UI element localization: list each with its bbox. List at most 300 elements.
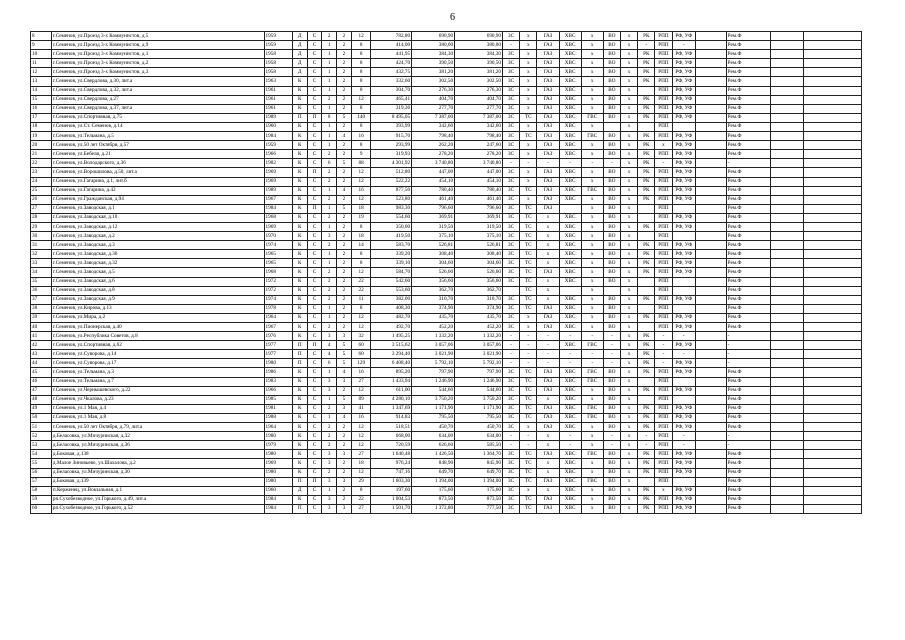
table-cell: г.Семенов, ул.Бебеля, д.21 [51, 150, 264, 159]
table-cell: РФ, УФ [672, 341, 695, 350]
table-cell [770, 268, 803, 277]
table-cell [770, 386, 803, 395]
table-cell: 308,40 [412, 250, 455, 259]
table-cell: 2 [337, 77, 352, 86]
table-cell: 1 171,90 [412, 404, 455, 413]
table-cell: Рем.Ф [726, 177, 770, 186]
table-cell: 554,60 [371, 213, 412, 222]
table-cell: 518,51 [371, 423, 412, 432]
table-cell: С [307, 222, 322, 231]
table-cell: 845,90 [455, 459, 503, 468]
table-cell [695, 204, 726, 213]
table-cell: 1967 [264, 323, 292, 332]
table-cell: г.Семенов, ул.Заводская, д.9 [51, 295, 264, 304]
table-cell: 2 [322, 404, 337, 413]
table-cell: 2 [337, 441, 352, 450]
table-cell: х [537, 213, 559, 222]
table-cell: - [559, 432, 581, 441]
table-cell: 3 [337, 377, 352, 386]
table-cell [672, 395, 695, 404]
table-cell: 2 [337, 32, 352, 41]
table-cell: х [520, 323, 537, 332]
table-cell [804, 213, 862, 222]
table-cell: РФ, УФ [672, 368, 695, 377]
table-cell [638, 204, 655, 213]
table-cell [770, 495, 803, 504]
table-cell: ВО [603, 468, 620, 477]
table-cell: 14 [351, 241, 371, 250]
table-cell: - [603, 441, 620, 450]
table-cell: 895,20 [371, 368, 412, 377]
table-cell: РК [638, 241, 655, 250]
table-cell: С [307, 350, 322, 359]
table-cell: 2 [337, 59, 352, 68]
table-cell: С [307, 413, 322, 422]
table-cell: 2 [337, 277, 352, 286]
table-cell: ГАЗ [537, 368, 559, 377]
table-cell: х [520, 423, 537, 432]
table-cell: ГВС [581, 404, 603, 413]
table-cell: ХВС [559, 413, 581, 422]
table-cell: х [537, 250, 559, 259]
table-cell: ЗС [502, 32, 519, 41]
table-cell: х [620, 77, 637, 86]
table-cell: ХВС [559, 486, 581, 495]
table-cell: 1 [322, 104, 337, 113]
table-cell: 634,00 [412, 432, 455, 441]
table-cell: ХВС [559, 50, 581, 59]
table-cell: 22 [351, 495, 371, 504]
table-cell: 2 [322, 468, 337, 477]
table-cell: х [620, 368, 637, 377]
table-cell: ГАЗ [537, 404, 559, 413]
table-cell: х [620, 395, 637, 404]
table-cell [638, 323, 655, 332]
table-cell: 1 [322, 86, 337, 95]
table-cell: РФ, УФ [672, 141, 695, 150]
table-row [31, 459, 862, 468]
table-cell [695, 259, 726, 268]
table-cell: ЗС [502, 141, 519, 150]
table-cell: ВО [603, 250, 620, 259]
table-cell: х [620, 232, 637, 241]
table-cell: ВО [603, 222, 620, 231]
table-cell: РПП [655, 150, 672, 159]
table-cell: С [307, 486, 322, 495]
table-cell: 2 [337, 268, 352, 277]
table-cell: 877,50 [371, 186, 412, 195]
table-cell: х [520, 195, 537, 204]
table-cell: РФ, УФ [672, 241, 695, 250]
table-cell: ВО [603, 304, 620, 313]
table-cell: г.Семенов, ул.50 лет Октября, д.57 [51, 141, 264, 150]
table-cell: К [292, 432, 307, 441]
table-cell: 339,10 [371, 259, 412, 268]
table-cell: К [292, 77, 307, 86]
table-cell: х [655, 486, 672, 495]
table-row [31, 432, 862, 441]
table-cell [770, 222, 803, 231]
table-cell: 2 [322, 150, 337, 159]
table-cell: ВО [603, 459, 620, 468]
table-cell: 381,20 [455, 68, 503, 77]
table-cell: 2 [337, 168, 352, 177]
table-cell: 1984 [264, 495, 292, 504]
table-cell: д.Боковая, д.139 [51, 477, 264, 486]
table-cell: 454,10 [412, 177, 455, 186]
table-cell [695, 104, 726, 113]
table-cell: 332,60 [371, 77, 412, 86]
table-cell [638, 304, 655, 313]
table-cell: 1958 [264, 68, 292, 77]
table-cell: 3 740,80 [412, 159, 455, 168]
table-cell: Рем.Ф [726, 386, 770, 395]
table-cell: К [292, 468, 307, 477]
table-cell [695, 295, 726, 304]
table-cell: - [559, 350, 581, 359]
table-row [31, 250, 862, 259]
table-cell: ХВС [559, 32, 581, 41]
table-cell [672, 122, 695, 131]
table-cell: 797,90 [412, 368, 455, 377]
table-cell: ВО [603, 95, 620, 104]
table-cell: С [307, 177, 322, 186]
table-cell: С [307, 41, 322, 50]
table-cell [770, 241, 803, 250]
table-cell: 5 792,10 [412, 359, 455, 368]
table-cell: 2 [337, 122, 352, 131]
table-cell: г.Семенов, ул.Володарского, д.36 [51, 159, 264, 168]
table-cell: 1 [322, 77, 337, 86]
table-cell: ГАЗ [537, 113, 559, 122]
table-cell: 4 280,10 [371, 395, 412, 404]
table-cell: ВО [603, 504, 620, 513]
table-row [31, 286, 862, 295]
table-row [31, 141, 862, 150]
table-cell: - [520, 350, 537, 359]
table-cell: РК [638, 159, 655, 168]
table-cell: 523,80 [371, 195, 412, 204]
table-cell: х [620, 486, 637, 495]
table-cell: 12 [351, 441, 371, 450]
table-cell: г.Семенов, ул.Заводская, д.10 [51, 213, 264, 222]
table-cell: 1 [322, 141, 337, 150]
table-cell: г.Семенов, ул.Гагарина, д.1, лит.б [51, 177, 264, 186]
table-cell: 19 [351, 213, 371, 222]
table-cell: 33 [31, 259, 52, 268]
table-cell: 1 [322, 313, 337, 322]
table-cell: 37 [31, 295, 52, 304]
table-cell: 798,40 [455, 132, 503, 141]
table-cell: г.Семенов, ул.Гражданская, д.94 [51, 195, 264, 204]
table-cell: ГВС [581, 413, 603, 422]
table-cell: ВО [603, 404, 620, 413]
table-cell: Рем.Ф [726, 250, 770, 259]
table-cell: х [520, 122, 537, 131]
table-cell: х [581, 150, 603, 159]
table-cell: 2 [337, 423, 352, 432]
table-cell: 2 [337, 250, 352, 259]
table-cell: РПП [655, 250, 672, 259]
table-cell [770, 341, 803, 350]
table-cell: РПП [655, 259, 672, 268]
table-cell: К [292, 213, 307, 222]
table-cell [559, 286, 581, 295]
table-cell: г.Семенов, ул.Заводская, д.32 [51, 259, 264, 268]
table-cell: К [292, 186, 307, 195]
table-cell: ХВС [559, 459, 581, 468]
table-cell: 60 [351, 341, 371, 350]
table-cell: РФ, УФ [672, 504, 695, 513]
table-cell: х [581, 122, 603, 131]
table-cell: ВО [603, 495, 620, 504]
table-cell [672, 204, 695, 213]
table-cell: 780,40 [412, 186, 455, 195]
table-cell: К [292, 441, 307, 450]
table-cell: х [620, 241, 637, 250]
table-cell: ХВС [559, 395, 581, 404]
table-cell: х [581, 59, 603, 68]
table-row [31, 104, 862, 113]
table-cell: РФ, УФ [672, 386, 695, 395]
table-cell [770, 395, 803, 404]
table-cell: ТС [520, 250, 537, 259]
table-cell: ГВС [581, 132, 603, 141]
table-cell: Рем.Ф [726, 68, 770, 77]
table-cell: 3 [337, 477, 352, 486]
table-cell [672, 304, 695, 313]
table-cell: 2 [322, 195, 337, 204]
table-cell: 4 [337, 132, 352, 141]
table-cell: 356,60 [455, 277, 503, 286]
table-cell: 1 171,90 [455, 404, 503, 413]
table-cell: 24 [31, 177, 52, 186]
table-cell [638, 232, 655, 241]
table-cell: ГАЗ [537, 323, 559, 332]
table-cell: 1969 [264, 168, 292, 177]
table-cell: 1974 [264, 295, 292, 304]
table-cell: РПП [655, 432, 672, 441]
table-cell [770, 195, 803, 204]
table-cell: 1977 [264, 341, 292, 350]
table-cell: 28 [31, 213, 52, 222]
table-cell [804, 177, 862, 186]
table-cell: РФ, УФ [672, 359, 695, 368]
table-cell: РПП [655, 213, 672, 222]
table-cell: 247,60 [455, 141, 503, 150]
table-cell: ГВС [581, 341, 603, 350]
table-cell: 584,70 [371, 268, 412, 277]
table-cell: ВО [603, 486, 620, 495]
table-cell [695, 50, 726, 59]
table-cell: 384,30 [455, 50, 503, 59]
table-cell: ЗС [502, 386, 519, 395]
table-cell: - [520, 341, 537, 350]
table-cell: РФ, УФ [672, 468, 695, 477]
table-row [31, 504, 862, 513]
table-cell: 2 [322, 268, 337, 277]
table-cell: ХВС [559, 477, 581, 486]
table-cell: 262,20 [412, 141, 455, 150]
table-cell [770, 486, 803, 495]
table-cell: ГАЗ [537, 95, 559, 104]
table-cell: ТС [520, 395, 537, 404]
table-cell: ВО [603, 213, 620, 222]
table-cell [770, 332, 803, 341]
table-cell: 873,50 [455, 495, 503, 504]
table-cell: - [603, 159, 620, 168]
table-cell: х [581, 41, 603, 50]
table-cell: 1974 [264, 241, 292, 250]
table-cell: К [292, 304, 307, 313]
table-cell: ГВС [581, 450, 603, 459]
table-cell: 512,80 [371, 168, 412, 177]
table-cell: ВО [603, 395, 620, 404]
table-cell: С [307, 32, 322, 41]
table-cell: 18 [31, 122, 52, 131]
table-cell: 175,60 [412, 486, 455, 495]
table-cell: ХВС [559, 59, 581, 68]
table-cell: ЗС [502, 504, 519, 513]
table-cell [770, 286, 803, 295]
table-cell: 277,70 [455, 104, 503, 113]
table-cell: 777,50 [455, 504, 503, 513]
table-cell: - [655, 159, 672, 168]
table-cell: 1 [322, 204, 337, 213]
table-cell: 46 [31, 377, 52, 386]
table-cell [770, 41, 803, 50]
table-cell: 12 [351, 323, 371, 332]
table-cell: ВО [603, 232, 620, 241]
table-cell: 57 [31, 477, 52, 486]
table-cell: 1982 [264, 159, 292, 168]
table-row [31, 95, 862, 104]
table-cell: К [292, 104, 307, 113]
table-cell: х [581, 204, 603, 213]
table-cell: 304,60 [455, 259, 503, 268]
table-cell: РФ, УФ [672, 423, 695, 432]
table-cell: Рем.Ф [726, 41, 770, 50]
table-cell: ХВС [559, 241, 581, 250]
table-cell: К [292, 150, 307, 159]
table-cell: ХВС [559, 250, 581, 259]
table-cell [770, 122, 803, 131]
table-cell [695, 404, 726, 413]
table-cell: х [620, 313, 637, 322]
table-cell: 8 [31, 32, 52, 41]
table-cell: П [307, 113, 322, 122]
table-cell: 3 750,20 [455, 395, 503, 404]
table-cell: ГАЗ [537, 68, 559, 77]
table-cell [804, 250, 862, 259]
table-cell: ГАЗ [537, 41, 559, 50]
table-cell: 2 [337, 241, 352, 250]
table-cell: РК [638, 259, 655, 268]
table-cell: Рем.Ф [726, 232, 770, 241]
table-cell: - [603, 350, 620, 359]
table-cell: 2 [337, 259, 352, 268]
table-cell: 12 [351, 386, 371, 395]
table-cell: ЗС [502, 222, 519, 231]
table-cell: - [672, 350, 695, 359]
table-cell: ВО [603, 168, 620, 177]
table-cell: РПП [655, 323, 672, 332]
table-cell: Рем.Ф [726, 504, 770, 513]
table-cell: г.Семенов, ул.Чкалова, д.23 [51, 395, 264, 404]
table-cell: ЗС [502, 241, 519, 250]
table-cell [770, 295, 803, 304]
table-cell: ЗС [502, 204, 519, 213]
table-cell: К [292, 259, 307, 268]
table-cell: 9 [31, 41, 52, 50]
table-cell: 16 [351, 413, 371, 422]
table-cell: х [520, 150, 537, 159]
table-cell: К [292, 195, 307, 204]
table-cell: ХВС [559, 195, 581, 204]
table-cell [638, 377, 655, 386]
table-cell: 432,75 [371, 68, 412, 77]
page-number: 6 [450, 12, 455, 23]
table-cell: ЗС [502, 313, 519, 322]
table-cell: х [620, 104, 637, 113]
table-cell: 16 [31, 104, 52, 113]
table-cell: 1 [322, 50, 337, 59]
table-cell: П [292, 504, 307, 513]
table-cell: РПП [655, 177, 672, 186]
table-cell: 492,70 [371, 323, 412, 332]
table-cell [695, 395, 726, 404]
table-cell: г.Семенов, ул.Проезд 3-х Коммунистов, д.1 [51, 50, 264, 59]
table-cell [695, 450, 726, 459]
table-cell [695, 232, 726, 241]
table-cell: С [307, 277, 322, 286]
table-cell [638, 213, 655, 222]
table-cell: РПП [655, 232, 672, 241]
table-cell [638, 86, 655, 95]
table-cell: - [581, 359, 603, 368]
table-cell: 542,60 [371, 277, 412, 286]
table-cell: РФ, УФ [672, 177, 695, 186]
table-cell: ХВС [559, 122, 581, 131]
table-cell: 1965 [264, 259, 292, 268]
table-cell: С [307, 95, 322, 104]
table-cell: 374,90 [455, 304, 503, 313]
table-cell: 1960 [264, 122, 292, 131]
table-cell: 41 [31, 332, 52, 341]
table-cell: РФ, УФ [672, 259, 695, 268]
table-cell: х [620, 204, 637, 213]
table-cell: 8 [351, 122, 371, 131]
table-cell: ВО [603, 68, 620, 77]
table-cell: С [307, 86, 322, 95]
table-cell: 2 [337, 232, 352, 241]
table-cell: ХВС [559, 141, 581, 150]
table-cell: 2 [322, 241, 337, 250]
table-cell: 465,41 [371, 95, 412, 104]
table-cell: г.Семенов, ул.Свердлова, д.27 [51, 95, 264, 104]
table-row [31, 441, 862, 450]
table-cell: х [581, 141, 603, 150]
table-cell [695, 359, 726, 368]
table-cell: С [307, 386, 322, 395]
table-cell [695, 368, 726, 377]
table-cell: 3 515,62 [371, 341, 412, 350]
table-cell: РК [638, 141, 655, 150]
table-cell: РПП [655, 423, 672, 432]
table-row [31, 450, 862, 459]
table-cell: х [581, 504, 603, 513]
table-cell: 1984 [264, 504, 292, 513]
